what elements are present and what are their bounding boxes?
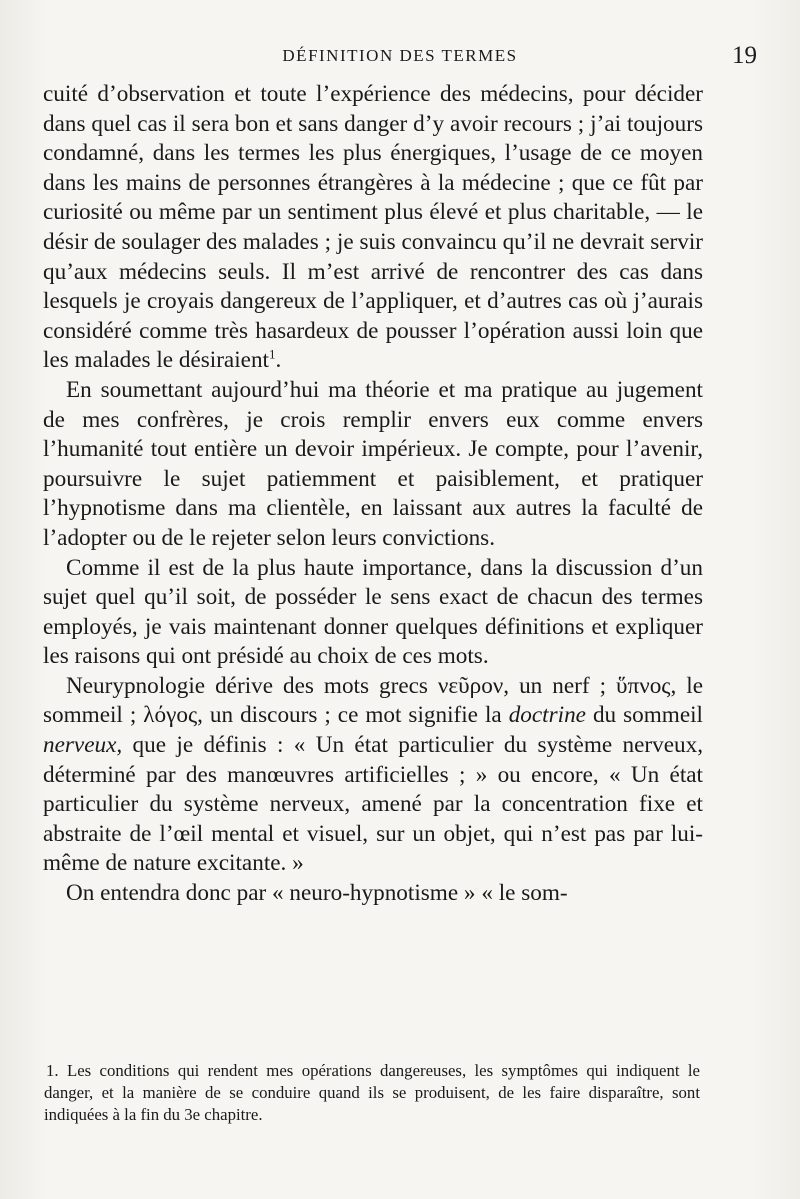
paragraph-4-part-c: que je définis : « Un état particulier du système nerveux, déterminé par des manœuvres artificielles ; » ou encore, « Un état particulier du système nerveux, amené par la concentration fixe et abstraite de l’œil mental et visuel, sur un objet, qui n’est pas par lui-même de nature excitante. » [43, 732, 703, 877]
paragraph-1-text: cuité d’observation et toute l’expérience des médecins, pour décider dans quel cas il sera bon et sans danger d’y avoir recours ; j’ai toujours condamné, dans les termes les plus énergiques, l’usage de ce moyen dans les mains de personnes étrangères à la médecine ; que ce fût par curiosité ou même par un sentiment plus élevé et plus charitable, — le désir de soulager des malades ; je suis convaincu qu’il ne devrait servir qu’aux médecins seuls. Il m’est arrivé de rencontrer des cas dans lesquels je croyais dangereux de l’appliquer, et d’autres cas où j’aurais considéré comme très hasardeux de pousser l’opération aussi loin que les malades le désiraient [43, 81, 703, 374]
paragraph-4-part-a: Neurypnologie dérive des mots grecs νεῦρον, un nerf ; ὕπνος, le sommeil ; λόγος, un discours ; ce mot signifie la [43, 672, 703, 729]
page-number: 19 [732, 42, 757, 69]
paragraph-1 [43, 80, 703, 376]
footnote-1: 1. Les conditions qui rendent mes opérations dangereuses, les symptômes qui indiquent le danger, et la manière de se conduire quand ils se produisent, de les faire disparaître, sont indiquées à la fin du 3e chapitre. [44, 1061, 700, 1124]
running-title: DÉFINITION DES TERMES [282, 46, 518, 65]
paragraph-3: Comme il est de la plus haute importance, dans la discussion d’un sujet quel qu’il soit, de posséder le sens exact de chacun des termes employés, je vais maintenant donner quelques définitions et expliquer les raisons qui ont présidé au choix de ces mots. [43, 554, 703, 670]
main-text [43, 80, 703, 909]
paragraph-4 [43, 672, 703, 879]
paragraph-5: On entendra donc par « neuro-hypnotisme » « le som- [66, 880, 568, 907]
footnotes [44, 1060, 700, 1125]
paragraph-4-part-b: du sommeil [585, 702, 703, 729]
page-header [40, 44, 760, 70]
paragraph-1-end: . [275, 347, 282, 374]
italic-doctrine: doctrine [508, 702, 586, 729]
italic-nerveux: nerveux, [43, 732, 123, 759]
paragraph-2: En soumettant aujourd’hui ma théorie et ma pratique au jugement de mes confrères, je crois remplir envers eux comme envers l’humanité tout entière un devoir impérieux. Je compte, pour l’avenir, poursuivre le sujet patiemment et paisiblement, et pratiquer l’hypnotisme dans ma clientèle, en laissant aux autres la faculté de l’adopter ou de le rejeter selon leurs convictions. [43, 376, 703, 551]
footnote-reference: 1 [269, 346, 276, 362]
